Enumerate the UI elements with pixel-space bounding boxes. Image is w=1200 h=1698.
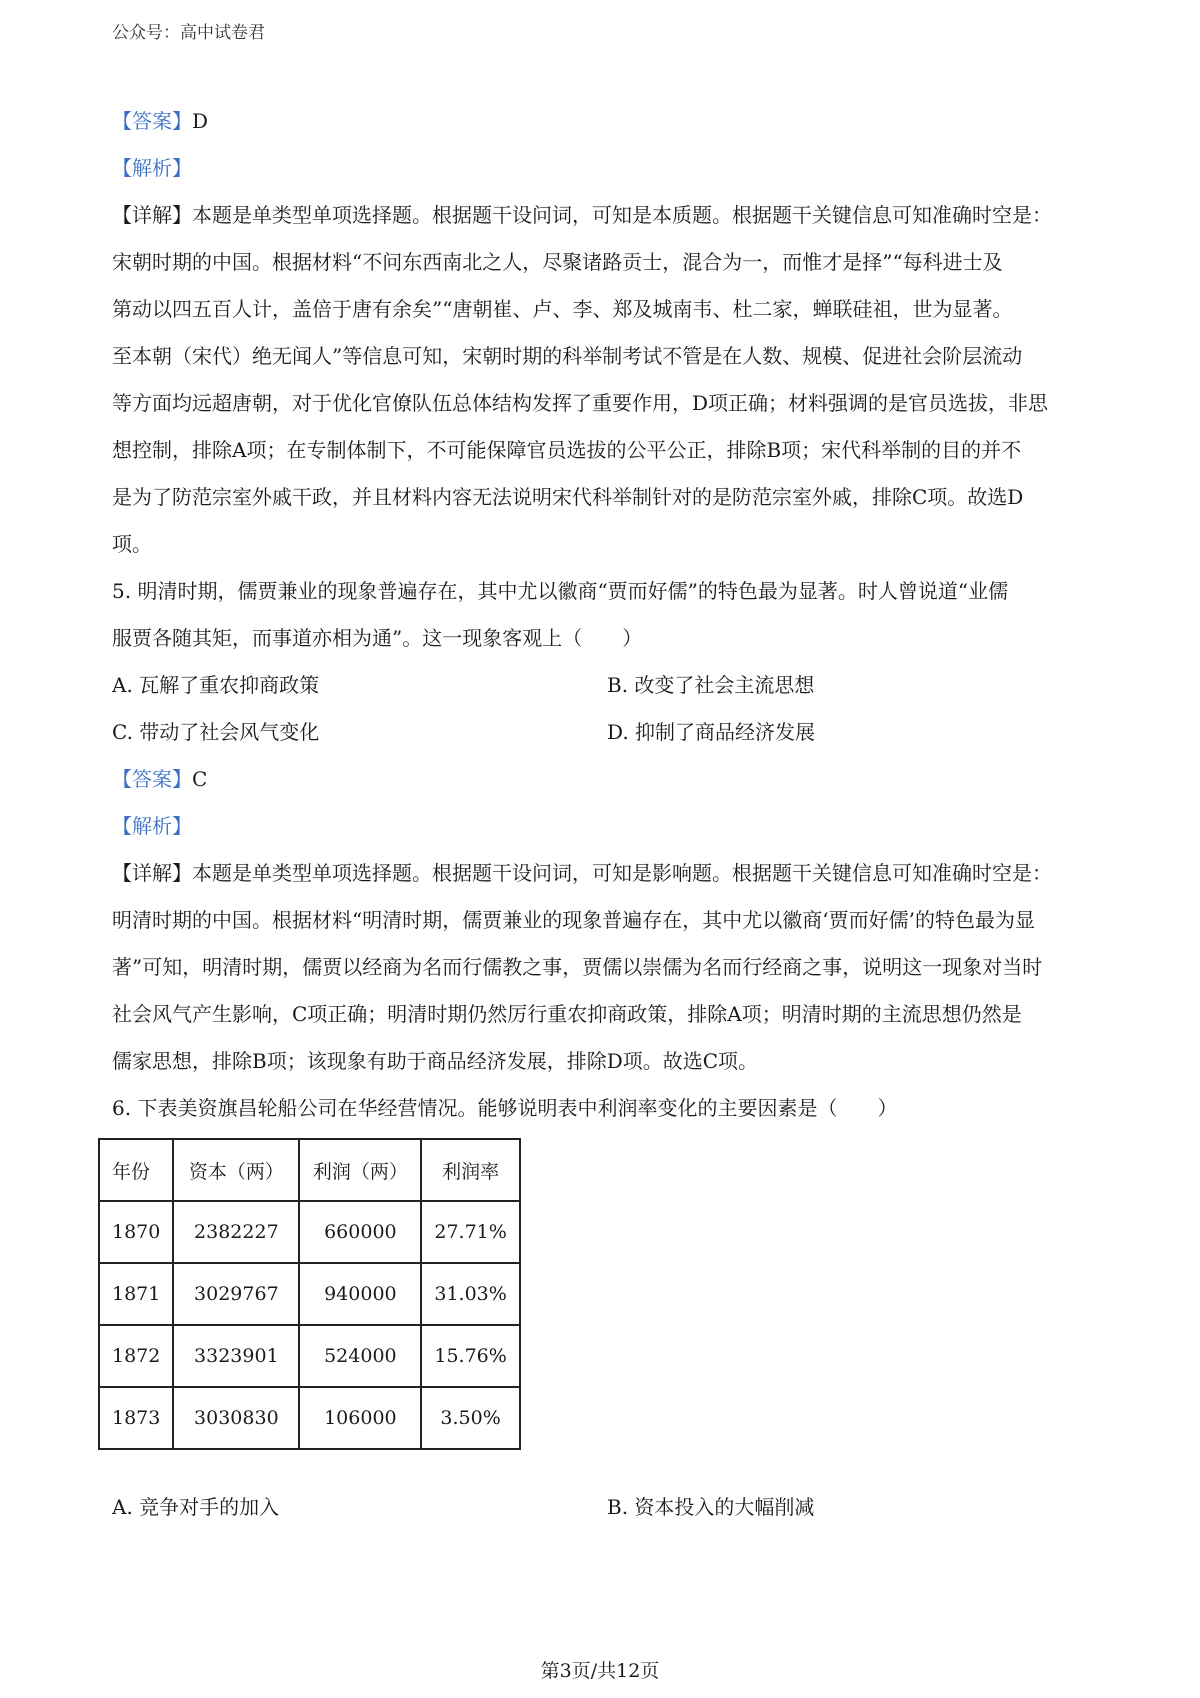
table-cell: 940000: [299, 1263, 421, 1325]
table-header: 年份: [99, 1139, 173, 1201]
table-cell: 27.71%: [421, 1201, 519, 1263]
detail-line: 【详解】本题是单类型单项选择题。根据题干设问词，可知是本质题。根据题干关键信息可知准确时空是：: [112, 203, 1052, 227]
detail-line: 宋朝时期的中国。根据材料“不问东西南北之人，尽聚诸路贡士，混合为一，而惟才是择”“每科进士及: [112, 250, 1003, 274]
table-cell: 3029767: [173, 1263, 299, 1325]
table-cell: 3323901: [173, 1325, 299, 1387]
question-6: [112, 1085, 1102, 1531]
analysis-tag: 【解析】: [112, 814, 192, 838]
answer-value: C: [192, 767, 208, 791]
question-stem: 5. 明清时期，儒贾兼业的现象普遍存在，其中尤以徽商“贾而好儒”的特色最为显著。时人曾说道“业儒: [112, 579, 1009, 603]
table-row: [99, 1387, 520, 1449]
detail-line: 著”可知，明清时期，儒贾以经商为名而行儒教之事，贾儒以崇儒为名而行经商之事，说明这一现象对当时: [112, 955, 1043, 979]
table-header-row: [99, 1139, 520, 1201]
table-cell: 1871: [99, 1263, 173, 1325]
table-cell: 3030830: [173, 1387, 299, 1449]
watermark-header: 公众号：高中试卷君: [112, 23, 265, 43]
q4-detail: [112, 192, 1102, 568]
detail-line: 至本朝（宋代）绝无闻人”等信息可知，宋朝时期的科举制考试不管是在人数、规模、促进社会阶层流动: [112, 344, 1023, 368]
option-c: C. 带动了社会风气变化: [112, 720, 320, 744]
detail-line: 儒家思想，排除B项；该现象有助于商品经济发展，排除D项。故选C项。: [112, 1049, 759, 1073]
detail-tag: 【详解】: [112, 203, 192, 227]
answer-tag: 【答案】: [112, 109, 192, 133]
options-row: [112, 1484, 1102, 1531]
question-5: [112, 568, 1102, 1085]
option-d: D. 抑制了商品经济发展: [607, 720, 816, 744]
question-stem: 服贾各随其矩，而事道亦相为通”。这一现象客观上（ ）: [112, 626, 643, 650]
detail-line: 想控制，排除A项；在专制体制下，不可能保障官员选拔的公平公正，排除B项；宋代科举制的目的并不: [112, 438, 1022, 462]
answer-value: D: [192, 109, 209, 133]
detail-line: 项。: [112, 532, 152, 556]
answer-tag: 【答案】: [112, 767, 192, 791]
detail-line: 是为了防范宗室外戚干政，并且材料内容无法说明宋代科举制针对的是防范宗室外戚，排除C项。故选D: [112, 485, 1024, 509]
option-a: A. 瓦解了重农抑商政策: [112, 673, 320, 697]
q4-analysis-line: [112, 145, 1102, 192]
table-cell: 524000: [299, 1325, 421, 1387]
table-cell: 106000: [299, 1387, 421, 1449]
table-cell: 15.76%: [421, 1325, 519, 1387]
data-table: [98, 1138, 521, 1450]
table-header: 资本（两）: [173, 1139, 299, 1201]
detail-line: 第动以四五百人计，盖倍于唐有余矣”“唐朝崔、卢、李、郑及城南韦、杜二家，蝉联硅祖，世为显著。: [112, 297, 1013, 321]
table-row: [99, 1325, 520, 1387]
detail-line: 社会风气产生影响，C项正确；明清时期仍然厉行重农抑商政策，排除A项；明清时期的主流思想仍然是: [112, 1002, 1022, 1026]
table-cell: 660000: [299, 1201, 421, 1263]
q5-answer-line: [112, 756, 1102, 803]
table-row: [99, 1263, 520, 1325]
option-b: B. 资本投入的大幅削减: [607, 1495, 815, 1519]
table-header: 利润（两）: [299, 1139, 421, 1201]
detail-line: 明清时期的中国。根据材料“明清时期，儒贾兼业的现象普遍存在，其中尤以徽商‘贾而好儒’的特色最为显: [112, 908, 1035, 932]
page-content: [112, 98, 1102, 1531]
option-a: A. 竞争对手的加入: [112, 1495, 280, 1519]
table-header: 利润率: [421, 1139, 519, 1201]
table-row: [99, 1201, 520, 1263]
table-cell: 31.03%: [421, 1263, 519, 1325]
options-row: [112, 662, 1102, 709]
table-cell: 2382227: [173, 1201, 299, 1263]
table-cell: 1870: [99, 1201, 173, 1263]
table-cell: 1872: [99, 1325, 173, 1387]
detail-line: 【详解】本题是单类型单项选择题。根据题干设问词，可知是影响题。根据题干关键信息可知准确时空是：: [112, 861, 1052, 885]
table-cell: 1873: [99, 1387, 173, 1449]
question-stem: 6. 下表美资旗昌轮船公司在华经营情况。能够说明表中利润率变化的主要因素是（ ）: [112, 1096, 898, 1120]
page-number: 第3页/共12页: [540, 1660, 660, 1682]
detail-tag: 【详解】: [112, 861, 192, 885]
option-b: B. 改变了社会主流思想: [607, 673, 815, 697]
table-cell: 3.50%: [421, 1387, 519, 1449]
options-row: [112, 709, 1102, 756]
detail-line: 等方面均远超唐朝，对于优化官僚队伍总体结构发挥了重要作用，D项正确；材料强调的是官员选拔，非思: [112, 391, 1049, 415]
q4-answer-line: [112, 98, 1102, 145]
analysis-tag: 【解析】: [112, 156, 192, 180]
q5-analysis-line: [112, 803, 1102, 850]
